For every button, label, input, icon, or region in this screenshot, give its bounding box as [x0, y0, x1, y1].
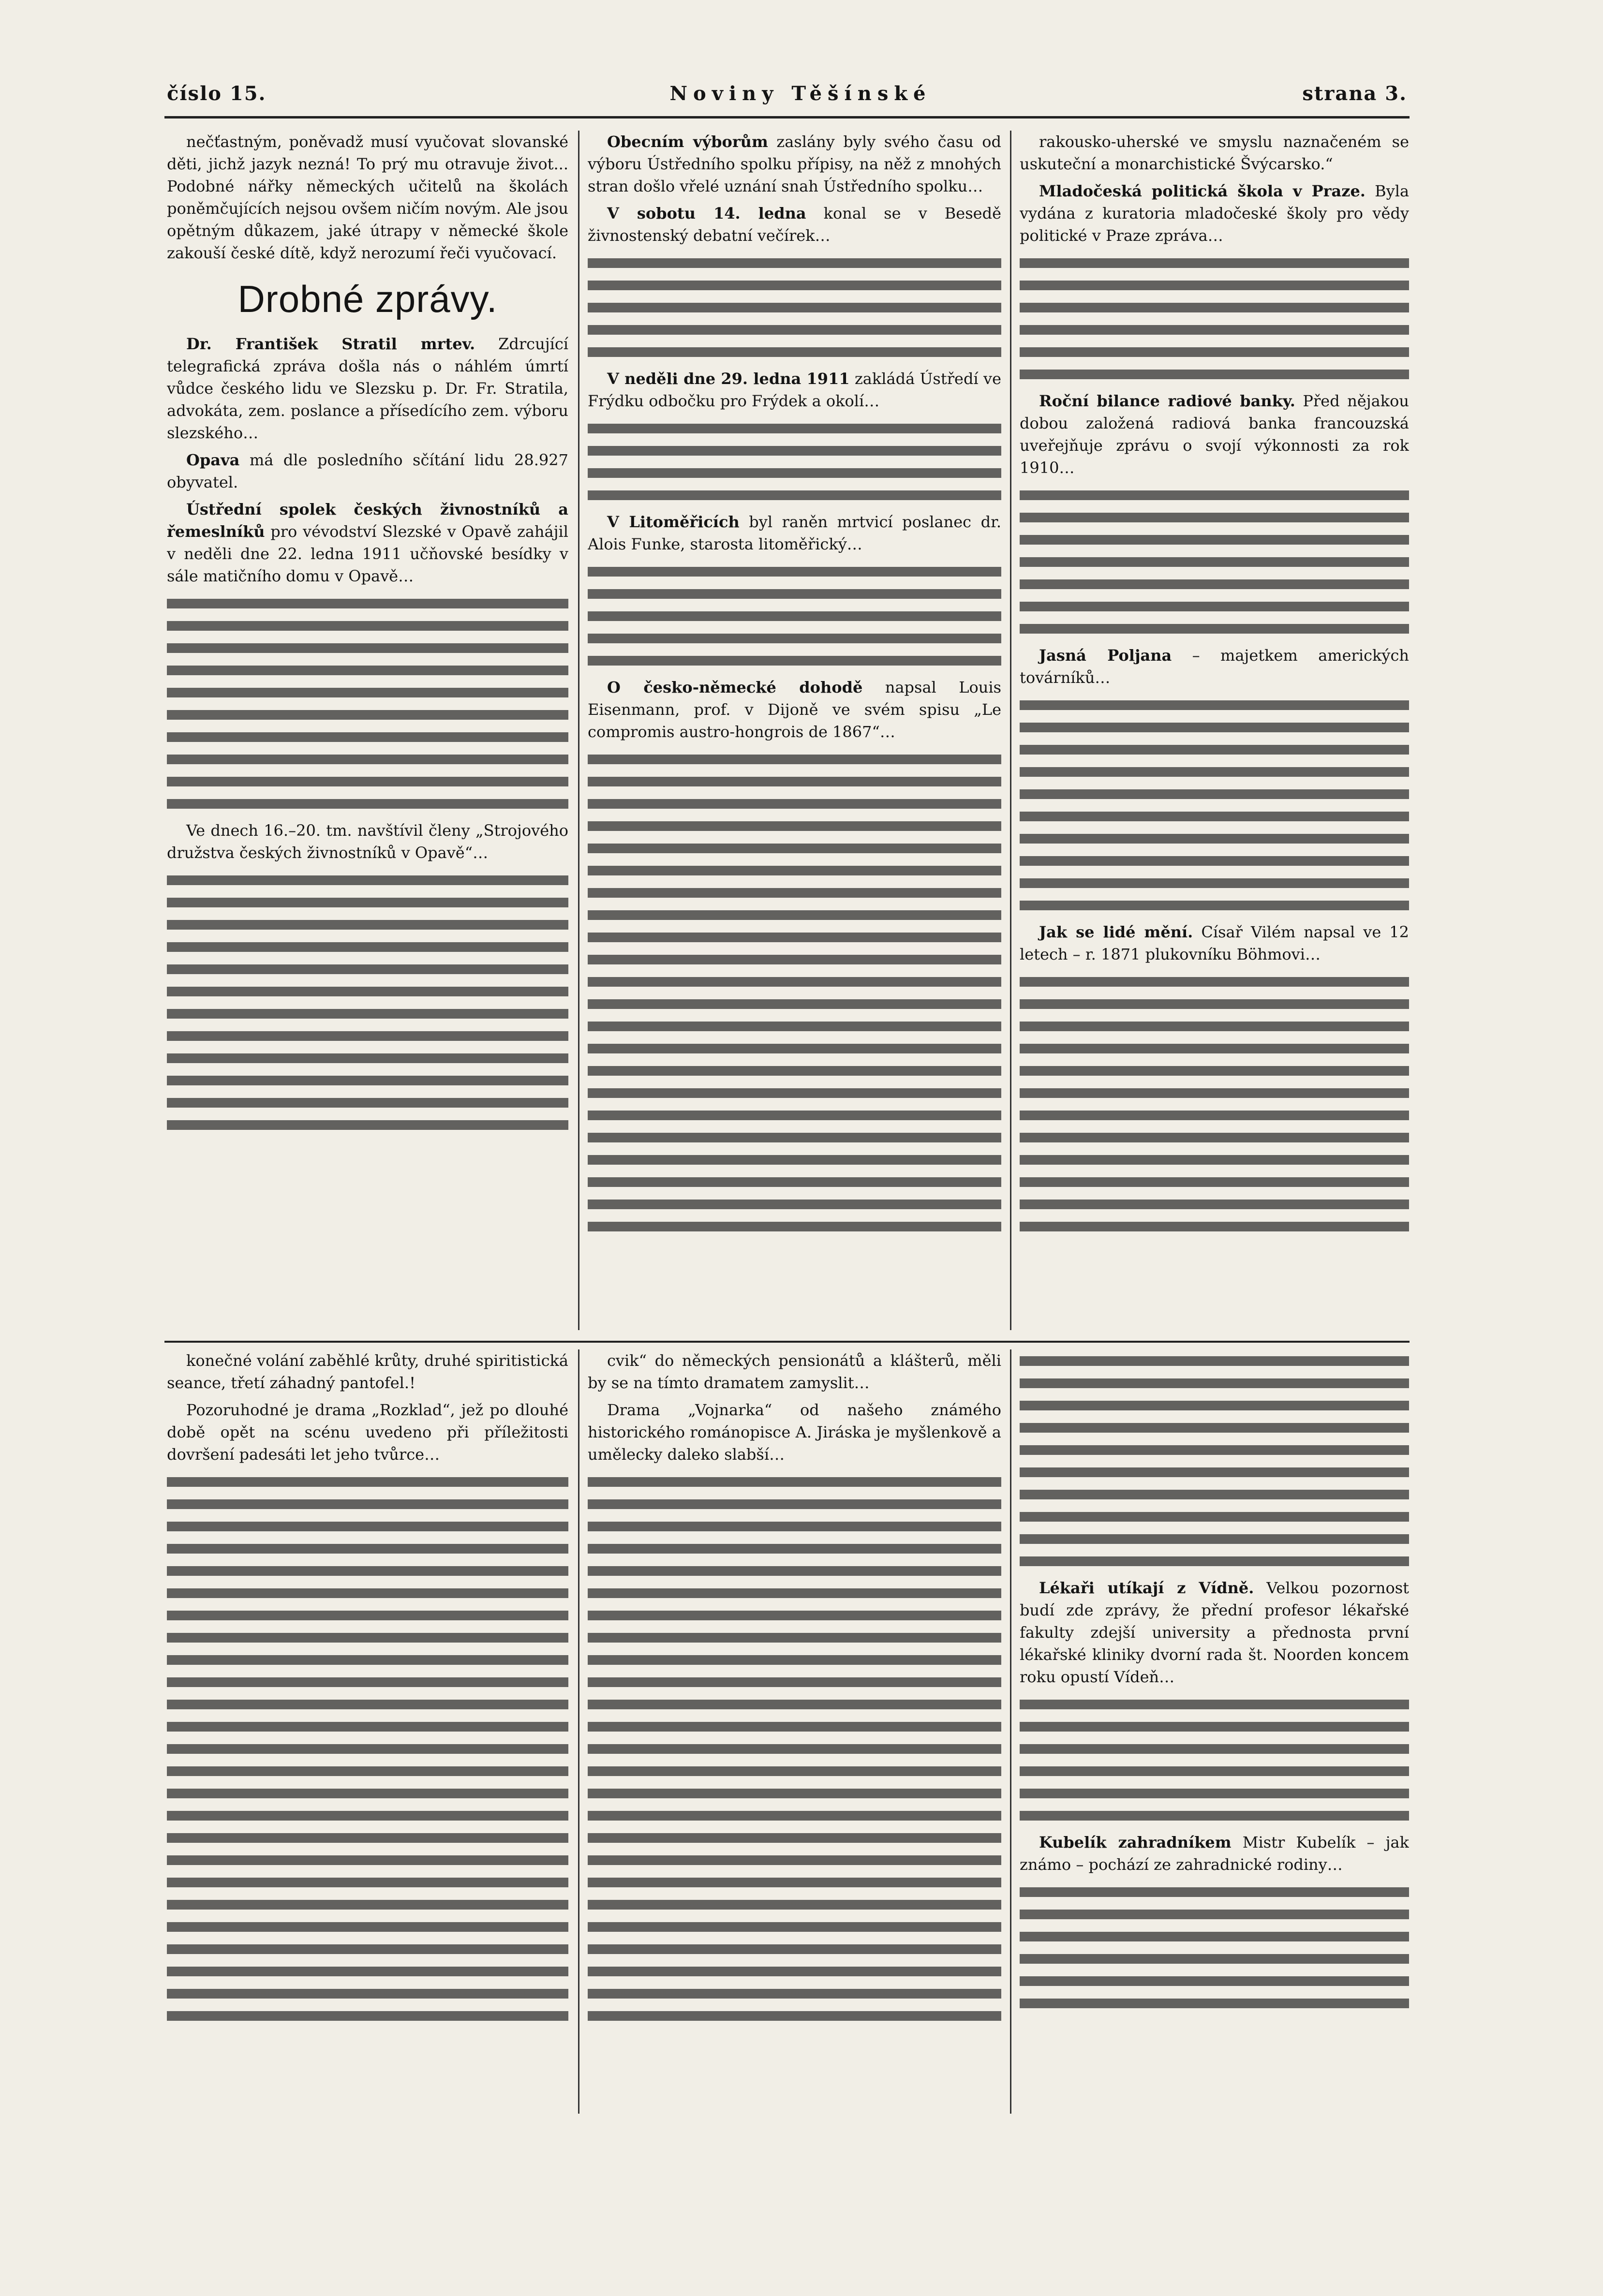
article-body: Mistr Kubelík – jak známo – pochází ze zahradnické rodiny… — [1020, 1833, 1409, 1874]
body-text-block — [167, 1470, 568, 2027]
column-divider — [578, 1349, 579, 2114]
body-text-block — [588, 417, 1001, 506]
article-paragraph: konečné volání zaběhlé krůty, druhé spiritistická seance, třetí záhadný pantofel.! — [167, 1351, 568, 1392]
article-paragraph — [1020, 1831, 1409, 1876]
column-3-top — [1020, 131, 1409, 1330]
article-headline: Ústřední spolek českých živnostníků a řemeslníků — [167, 500, 568, 541]
article-headline: Obecním výborům — [607, 133, 768, 151]
article-paragraph — [167, 498, 568, 587]
article-paragraph — [1020, 1577, 1409, 1688]
body-text-block — [1020, 970, 1409, 1241]
column-2-bottom — [588, 1349, 1001, 2114]
article-paragraph: Ve dnech 16.–20. tm. navštívil členy „Strojového družstva českých živnostníků v Opavě“… — [167, 821, 568, 862]
page-number: strana 3. — [1302, 82, 1407, 105]
column-3-bottom — [1020, 1349, 1409, 2114]
article-body: Císař Vilém napsal ve 12 letech – r. 1871 plukovníku Böhmovi… — [1020, 923, 1409, 963]
article-body: pro vévodství Slezské v Opavě zahájil v neděli dne 22. ledna 1911 učňovské besídky v sále matičního domu v Opavě… — [167, 522, 568, 585]
article-paragraph — [1020, 180, 1409, 247]
article-paragraph — [588, 368, 1001, 412]
body-text-block — [167, 869, 568, 1140]
body-text-block — [1020, 252, 1409, 385]
article-paragraph — [588, 131, 1001, 197]
column-divider — [1010, 1349, 1011, 2114]
article-body: byl raněn mrtvicí poslanec dr. Alois Funke, starosta litoměřický… — [588, 513, 1001, 553]
column-2-top — [588, 131, 1001, 1330]
article-body: – majetkem amerických továrníků… — [1020, 646, 1409, 687]
intro-paragraph: nečťastným, poněvadž musí vyučovat slovanské děti, jichž jazyk nezná! To prý mu otravuje život... Podobné nářky německých učitelů na školách poněmčujících nejsou ovšem ničím novým. Ale jsou opětným důkazem, jaké útrapy v německé škole zakouší české dítě, když nerozumí řeči vyučovací. — [167, 133, 568, 262]
body-text-block — [167, 592, 568, 815]
article-headline: Jasná Poljana — [1039, 646, 1172, 665]
body-text-block — [1020, 1349, 1409, 1572]
body-text-block — [588, 560, 1001, 671]
article-paragraph — [1020, 921, 1409, 965]
article-body: zaslány byly svého času od výboru Ústředního spolku přípisy, na něž z mnohých stran došlo vřelé uznání snah Ústředního spolku… — [588, 133, 1001, 195]
article-headline: V Litoměřicích — [607, 513, 740, 531]
section-divider-rule — [164, 1341, 1410, 1343]
article-body: napsal Louis Eisenmann, prof. v Dijoně ve svém spisu „Le compromis austro-hongrois de 1867“… — [588, 678, 1001, 741]
article-headline: O česko-německé dohodě — [607, 678, 863, 696]
article-paragraph: rakousko-uherské ve smyslu naznačeném se uskuteční a monarchistické Švýcarsko.“ — [1020, 133, 1409, 173]
article-headline: Opava — [186, 451, 240, 469]
article-body: Velkou pozornost budí zde zprávy, že přední profesor lékařské fakulty zdejší university a přednosta první lékařské kliniky dvorní rada št. Noorden koncem roku opustí Vídeň… — [1020, 1579, 1409, 1686]
column-divider — [578, 131, 579, 1330]
article-headline: Jak se lidé mění. — [1039, 923, 1193, 941]
article-paragraph: Pozoruhodné je drama „Rozklad“, jež po dlouhé době opět na scénu uvedeno při příležitosti dovršení padesáti let jeho tvůrce… — [167, 1401, 568, 1464]
body-text-block — [1020, 694, 1409, 916]
article-body: má dle posledního sčítání lidu 28.927 obyvatel. — [167, 451, 568, 491]
article-paragraph — [588, 202, 1001, 247]
newspaper-title: Noviny Těšínské — [669, 82, 932, 105]
article-headline: Mladočeská politická škola v Praze. — [1039, 182, 1366, 200]
article-paragraph: Drama „Vojnarka“ od našeho známého historického románopisce A. Jiráska je myšlenkově a umělecky daleko slabší… — [588, 1401, 1001, 1464]
article-paragraph — [167, 449, 568, 493]
article-body: Před nějakou dobou založená radiová banka francouzská uveřejňuje zprávu o svojí výkonnosti za rok 1910… — [1020, 392, 1409, 477]
body-text-block — [1020, 484, 1409, 639]
header-rule — [164, 116, 1410, 119]
article-paragraph: cvik“ do německých pensionátů a klášterů, měli by se na tímto dramatem zamyslit… — [588, 1351, 1001, 1392]
article-body: Zdrcující telegrafická zpráva došla nás o náhlém úmrtí vůdce českého lidu ve Slezsku p. Dr. Fr. Stratila, advokáta, zem. poslance a přísedícího zem. výboru slezského… — [167, 335, 568, 442]
article-body: zakládá Ústředí ve Frýdku odbočku pro Frýdek a okolí… — [588, 370, 1001, 410]
body-text-block — [588, 252, 1001, 363]
column-divider — [1010, 131, 1011, 1330]
article-paragraph — [1020, 644, 1409, 689]
article-headline: V sobotu 14. ledna — [607, 204, 806, 222]
article-headline: Dr. František Stratil mrtev. — [186, 335, 475, 353]
body-text-block — [588, 1470, 1001, 2027]
article-headline: Kubelík zahradníkem — [1039, 1833, 1232, 1852]
article-paragraph — [1020, 390, 1409, 479]
article-body: konal se v Besedě živnostenský debatní večírek… — [588, 204, 1001, 245]
column-1-top — [167, 131, 568, 1330]
article-headline: Roční bilance radiové banky. — [1039, 392, 1295, 410]
issue-number: číslo 15. — [167, 82, 267, 105]
body-text-block — [1020, 1693, 1409, 1826]
article-paragraph — [588, 676, 1001, 743]
column-1-bottom — [167, 1349, 568, 2114]
section-title: Drobné zprávy. — [237, 278, 498, 320]
body-text-block — [1020, 1881, 1409, 2014]
body-text-block — [588, 748, 1001, 1231]
article-paragraph — [167, 333, 568, 444]
article-headline: Lékaři utíkají z Vídně. — [1039, 1579, 1254, 1597]
article-body: Byla vydána z kuratoria mladočeské školy pro vědy politické v Praze zpráva… — [1020, 182, 1409, 245]
article-paragraph — [588, 511, 1001, 555]
article-headline: V neděli dne 29. ledna 1911 — [607, 370, 850, 388]
